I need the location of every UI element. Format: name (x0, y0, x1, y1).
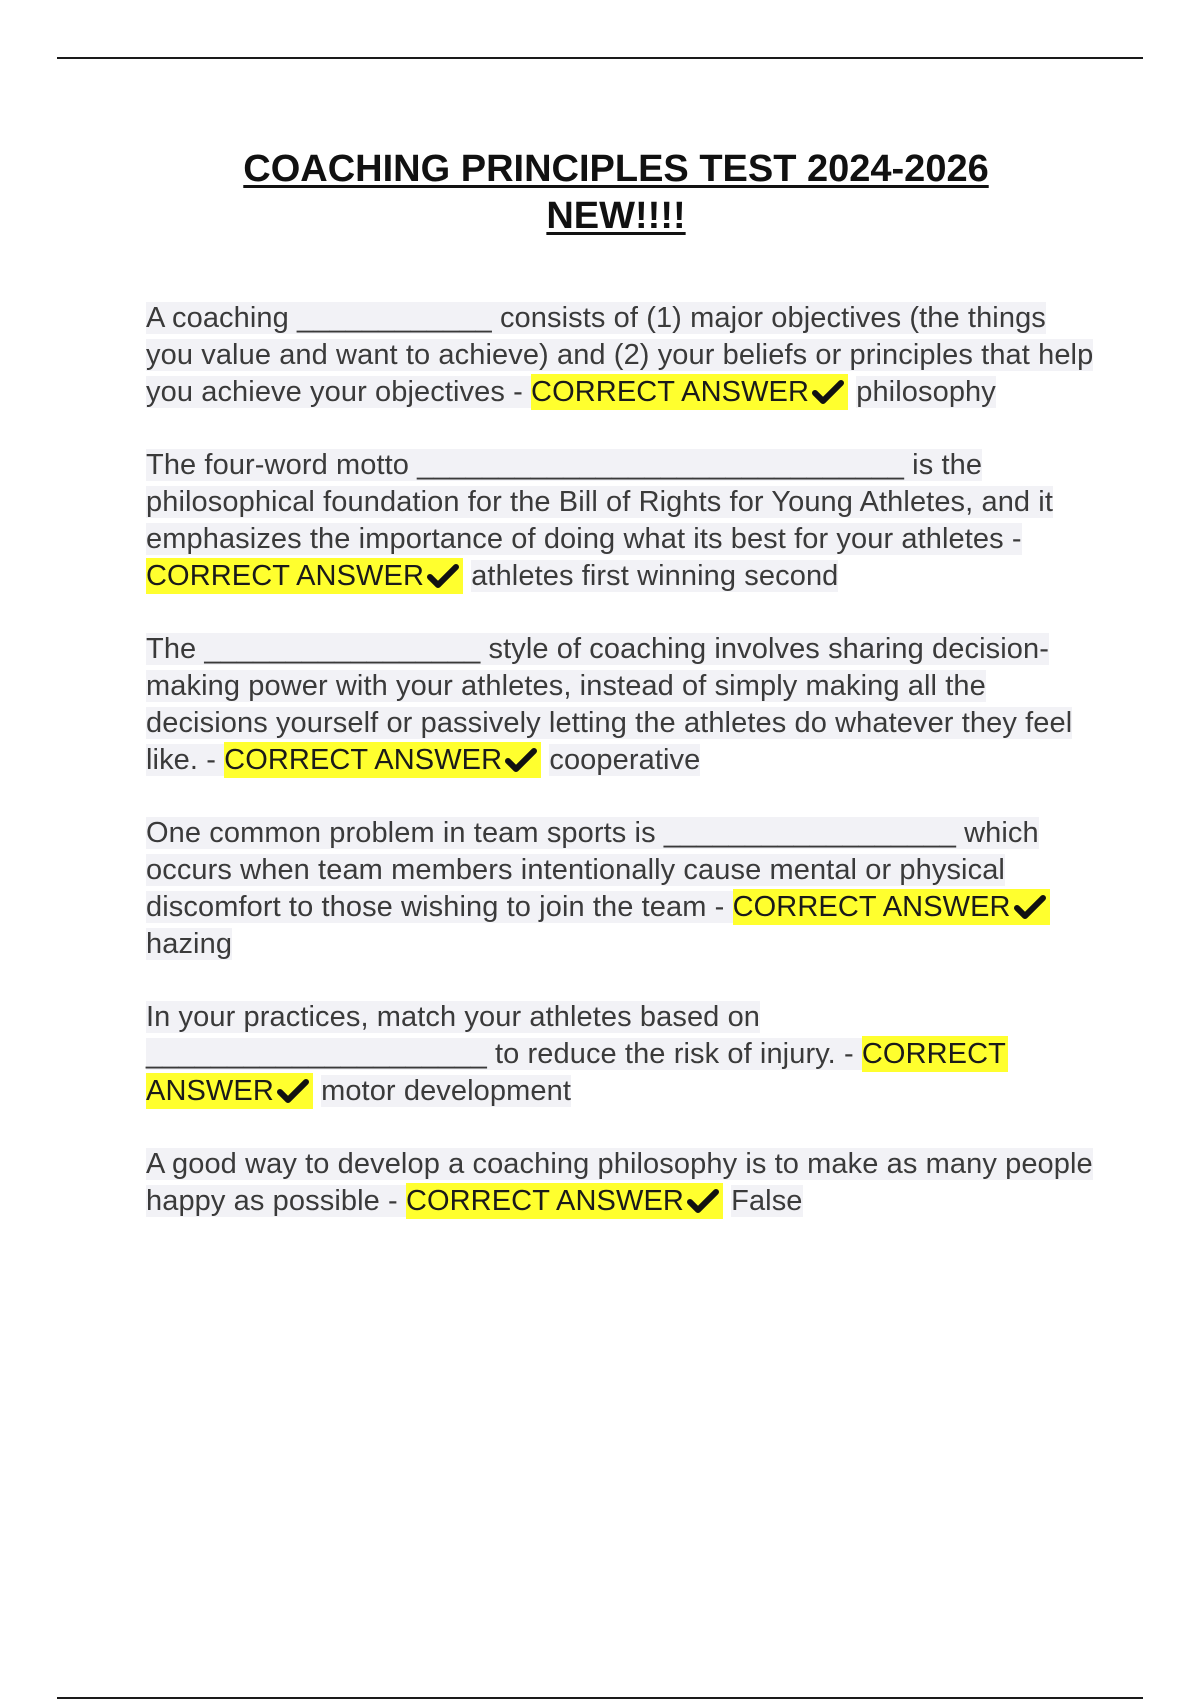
answer-text: hazing (146, 928, 233, 960)
checkmark-icon (426, 562, 460, 590)
question-item (146, 1146, 1096, 1220)
correct-answer-label: CORRECT ANSWER (146, 1038, 1006, 1107)
question-item (146, 815, 1096, 963)
correct-answer-label: CORRECT ANSWER (146, 560, 425, 592)
question-item (146, 300, 1096, 411)
question-list (146, 300, 1096, 1256)
question-text: A good way to develop a coaching philosophy is to make as many people happy as possible - (146, 1148, 1093, 1217)
answer-text: cooperative (549, 744, 701, 776)
question-item (146, 447, 1096, 595)
correct-answer-marker (224, 742, 541, 778)
answer-text: philosophy (856, 376, 996, 408)
correct-answer-marker (146, 558, 463, 594)
checkmark-icon (504, 746, 538, 774)
title-line-1: COACHING PRINCIPLES TEST 2024-2026 (243, 148, 989, 190)
question-text: The _________________ style of coaching involves sharing decision-making power with your athletes, instead of simply making all the decisions yourself or passively letting the athletes do whatever they feel like. - (146, 633, 1073, 776)
question-text: The four-word motto ______________________________ is the philosophical foundation for the Bill of Rights for Young Athletes, and it emphasizes the importance of doing what its best for your athletes - (146, 449, 1054, 555)
checkmark-icon (811, 378, 845, 406)
correct-answer-label: CORRECT ANSWER (405, 1185, 684, 1217)
correct-answer-marker (531, 374, 848, 410)
page-title (0, 146, 1200, 240)
correct-answer-marker (733, 889, 1050, 925)
question-item (146, 631, 1096, 779)
correct-answer-label: CORRECT ANSWER (732, 891, 1011, 923)
checkmark-icon (1013, 893, 1047, 921)
bottom-rule (57, 1697, 1143, 1699)
correct-answer-label: CORRECT ANSWER (224, 744, 503, 776)
checkmark-icon (686, 1187, 720, 1215)
title-line-2: NEW!!!! (546, 195, 686, 237)
checkmark-icon (276, 1077, 310, 1105)
answer-text: False (731, 1185, 803, 1217)
top-rule (57, 57, 1143, 59)
answer-text: athletes first winning second (471, 560, 839, 592)
question-text: In your practices, match your athletes based on _____________________ to reduce the risk of injury. - (146, 1001, 862, 1070)
question-item (146, 999, 1096, 1110)
question-text: One common problem in team sports is __________________ which occurs when team members intentionally cause mental or physical discomfort to those wishing to join the team - (146, 817, 1039, 923)
correct-answer-marker (406, 1183, 723, 1219)
question-text: A coaching ____________ consists of (1) major objectives (the things you value and want to achieve) and (2) your beliefs or principles that help you achieve your objectives - (146, 302, 1094, 408)
answer-text: motor development (321, 1075, 572, 1107)
correct-answer-label: CORRECT ANSWER (531, 376, 810, 408)
